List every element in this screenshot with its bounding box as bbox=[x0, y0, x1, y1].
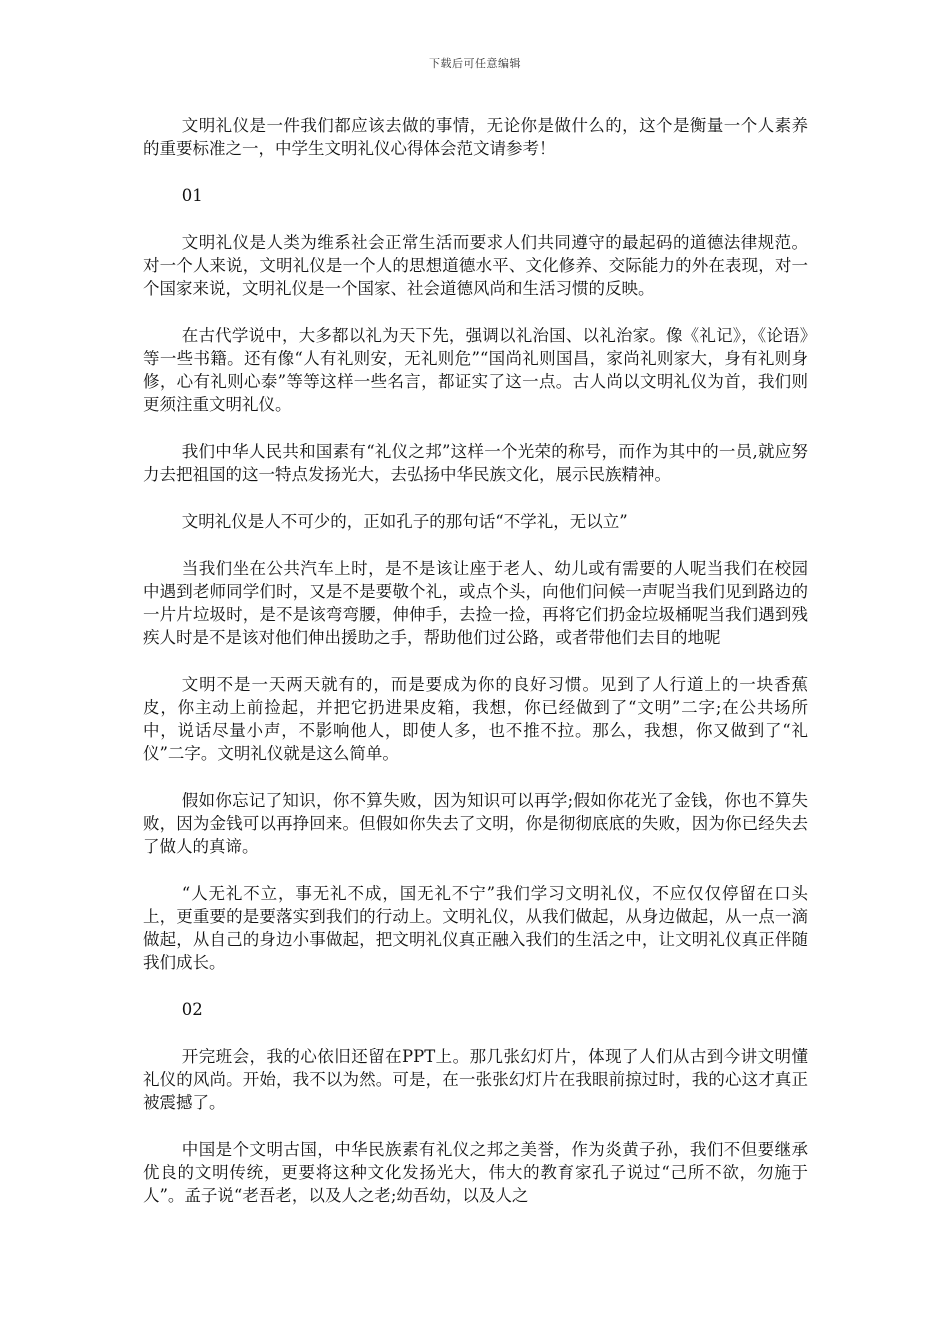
paragraph: 在古代学说中，大多都以礼为天下先，强调以礼治国、以礼治家。像《礼记》，《论语》等一些书籍。还有像“人有礼则安，无礼则危”“国尚礼则国昌，家尚礼则家大，身有礼则身修，心有礼则心泰”等等这样一些名言，都证实了这一点。古人尚以文明礼仪为首，我们则更须注重文明礼仪。 bbox=[143, 326, 808, 414]
paragraph: 文明不是一天两天就有的，而是要成为你的良好习惯。见到了人行道上的一块香蕉皮，你主动上前捡起，并把它扔进果皮箱，我想，你已经做到了“文明”二字;在公共场所中，说话尽量小声，不影响他人，即使人多，也不推不拉。那么，我想，你又做到了“礼仪”二字。文明礼仪就是这么简单。 bbox=[143, 675, 808, 763]
paragraph: “人无礼不立，事无礼不成，国无礼不宁”我们学习文明礼仪，不应仅仅停留在口头上，更重要的是要落实到我们的行动上。文明礼仪，从我们做起，从身边做起，从一点一滴做起，从自己的身边小事做起，把文明礼仪真正融入我们的生活之中，让文明礼仪真正伴随我们成长。 bbox=[143, 884, 808, 972]
section-number-01: 01 bbox=[181, 186, 203, 205]
paragraph: 中国是个文明古国，中华民族素有礼仪之邦之美誉，作为炎黄子孙，我们不但要继承优良的文明传统，更要将这种文化发扬光大，伟大的教育家孔子说过“己所不欲，勿施于人”。孟子说“老吾老，以及人之老;幼吾幼，以及人之 bbox=[143, 1140, 808, 1205]
paragraph: 开完班会，我的心依旧还留在PPT上。那几张幻灯片，体现了人们从古到今讲文明懂礼仪的风尚。开始，我不以为然。可是，在一张张幻灯片在我眼前掠过时，我的心这才真正被震撼了。 bbox=[143, 1047, 808, 1112]
page-header: 下载后可任意编辑 bbox=[429, 57, 521, 70]
intro-paragraph: 文明礼仪是一件我们都应该去做的事情，无论你是做什么的，这个是衡量一个人素养的重要标准之一，中学生文明礼仪心得体会范文请参考！ bbox=[143, 116, 808, 158]
paragraph: 假如你忘记了知识，你不算失败，因为知识可以再学;假如你花光了金钱，你也不算失败，因为金钱可以再挣回来。但假如你失去了文明，你是彻彻底底的失败，因为你已经失去了做人的真谛。 bbox=[143, 791, 808, 856]
paragraph: 文明礼仪是人不可少的，正如孔子的那句话“不学礼，无以立” bbox=[181, 512, 628, 531]
paragraph: 我们中华人民共和国素有“礼仪之邦”这样一个光荣的称号，而作为其中的一员,就应努力去把祖国的这一特点发扬光大，去弘扬中华民族文化，展示民族精神。 bbox=[143, 442, 808, 484]
paragraph: 文明礼仪是人类为维系社会正常生活而要求人们共同遵守的最起码的道德法律规范。对一个人来说，文明礼仪是一个人的思想道德水平、文化修养、交际能力的外在表现，对一个国家来说，文明礼仪是一个国家、社会道德风尚和生活习惯的反映。 bbox=[143, 233, 808, 298]
document-body bbox=[143, 114, 808, 1231]
section-number-02: 02 bbox=[181, 1000, 203, 1019]
paragraph: 当我们坐在公共汽车上时，是不是该让座于老人、幼儿或有需要的人呢当我们在校园中遇到老师同学们时，又是不是要敬个礼，或点个头，向他们问候一声呢当我们见到路边的一片片垃圾时，是不是该弯弯腰，伸伸手，去捡一捡，再将它们扔金垃圾桶呢当我们遇到残疾人时是不是该对他们伸出援助之手，帮助他们过公路，或者带他们去目的地呢 bbox=[143, 559, 808, 647]
